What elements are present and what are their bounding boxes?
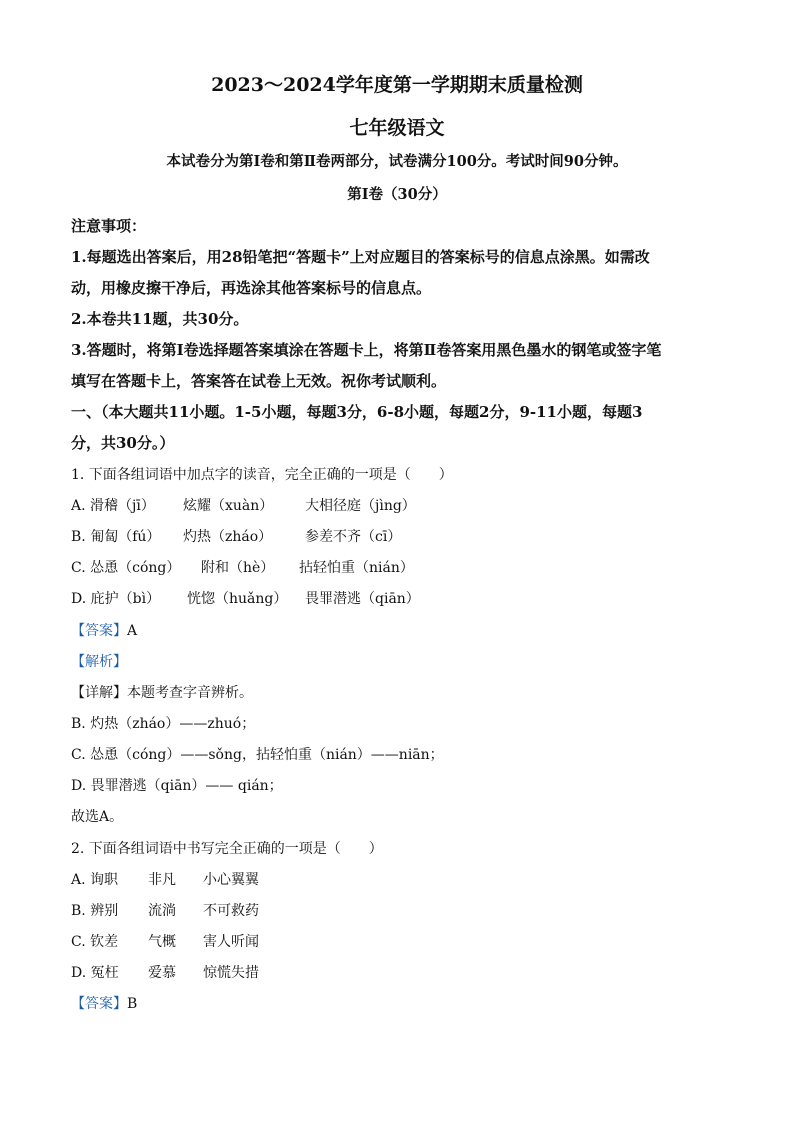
q1-option-d — [71, 588, 420, 608]
note-3-line1: 3.答题时，将第Ⅰ卷选择题答案填涂在答题卡上，将第Ⅱ卷答案用黑色墨水的钢笔或签字笔 — [71, 341, 662, 359]
q2-option-d — [71, 962, 259, 982]
part1-heading: 第Ⅰ卷（30分） — [347, 186, 447, 203]
q2-stem: 2. 下面各组词语中书写完全正确的一项是（ ） — [71, 841, 383, 857]
q1-option-d-word3: 畏罪潜逃（qiān） — [305, 591, 420, 607]
q2-option-b — [71, 900, 259, 920]
q2-option-c-word3: 害人听闻 — [203, 934, 259, 950]
section-1-line2: 分，共30分。） — [71, 434, 175, 452]
q1-option-b-word2: 灼热（zháo） — [183, 529, 273, 545]
q1-detail — [71, 682, 253, 702]
q1-detail-tag: 【详解】 — [71, 685, 127, 701]
q2-answer — [71, 993, 137, 1013]
q2-option-b-word2: 流淌 — [148, 903, 176, 919]
q2-option-d-word3: 惊慌失措 — [203, 965, 259, 981]
q1-answer-tag: 【答案】 — [71, 623, 127, 639]
q1-explain-d: D. 畏罪潜逃（qiān）—— qián； — [71, 778, 283, 794]
q1-conclusion: 故选A。 — [71, 809, 124, 825]
notes-heading: 注意事项： — [71, 217, 147, 235]
q2-option-b-word3: 不可救药 — [203, 903, 259, 919]
note-3-line2: 填写在答题卡上，答案答在试卷上无效。祝你考试顺利。 — [71, 372, 447, 390]
q2-option-d-word1: D. 冤枉 — [71, 965, 119, 981]
q1-option-b-word3: 参差不齐（cī） — [305, 529, 402, 545]
q2-option-b-word1: B. 辨别 — [71, 903, 119, 919]
q1-option-b-word1: B. 匍匐（fú） — [71, 529, 161, 545]
exam-title: 2023～2024学年度第一学期期末质量检测 — [211, 74, 583, 96]
q1-option-b — [71, 526, 401, 546]
q1-option-c-word3: 拈轻怕重（nián） — [299, 560, 414, 576]
q2-option-a-word2: 非凡 — [148, 872, 176, 888]
q2-option-d-word2: 爱慕 — [148, 965, 176, 981]
q1-analysis — [71, 651, 127, 671]
note-1-line1: 1.每题选出答案后，用28铅笔把“答题卡”上对应题目的答案标号的信息点涂黑。如需改 — [71, 248, 650, 266]
q1-answer — [71, 620, 137, 640]
q1-option-a — [71, 495, 416, 515]
q2-option-a — [71, 869, 259, 889]
q1-stem: 1. 下面各组词语中加点字的读音，完全正确的一项是（ ） — [71, 467, 453, 483]
q2-answer-value: B — [127, 996, 138, 1012]
q1-option-c-word1: C. 怂恿（cóng） — [71, 560, 181, 576]
q2-option-c-word1: C. 钦差 — [71, 934, 119, 950]
exam-intro: 本试卷分为第Ⅰ卷和第Ⅱ卷两部分，试卷满分100分。考试时间90分钟。 — [166, 153, 628, 170]
q1-option-d-word2: 恍惚（huǎng） — [187, 591, 288, 607]
q1-option-a-word2: 炫耀（xuàn） — [183, 498, 274, 514]
q1-option-d-word1: D. 庇护（bì） — [71, 591, 161, 607]
note-1-line2: 动，用橡皮擦干净后，再选涂其他答案标号的信息点。 — [71, 279, 432, 297]
q1-option-a-word3: 大相径庭（jìng） — [305, 498, 416, 514]
q2-option-c-word2: 气概 — [148, 934, 176, 950]
q2-option-a-word3: 小心翼翼 — [203, 872, 259, 888]
q1-analysis-tag: 【解析】 — [71, 654, 127, 670]
q1-option-a-word1: A. 滑稽（jī） — [71, 498, 155, 514]
q1-option-c — [71, 557, 414, 577]
q1-answer-value: A — [127, 623, 138, 639]
note-2: 2.本卷共11题，共30分。 — [71, 310, 249, 328]
q2-answer-tag: 【答案】 — [71, 996, 127, 1012]
q2-option-c — [71, 931, 259, 951]
q1-option-c-word2: 附和（hè） — [201, 560, 275, 576]
q2-option-a-word1: A. 询职 — [71, 872, 119, 888]
section-1-line1: 一、（本大题共11小题。1-5小题，每题3分，6-8小题，每题2分，9-11小题，每题3 — [71, 403, 643, 421]
subject-title: 七年级语文 — [349, 117, 445, 139]
q1-explain-b: B. 灼热（zháo）——zhuó； — [71, 716, 256, 732]
q1-detail-text: 本题考查字音辨析。 — [127, 685, 253, 701]
q1-explain-c: C. 怂恿（cóng）——sǒng，拈轻怕重（nián）——niān； — [71, 747, 444, 763]
